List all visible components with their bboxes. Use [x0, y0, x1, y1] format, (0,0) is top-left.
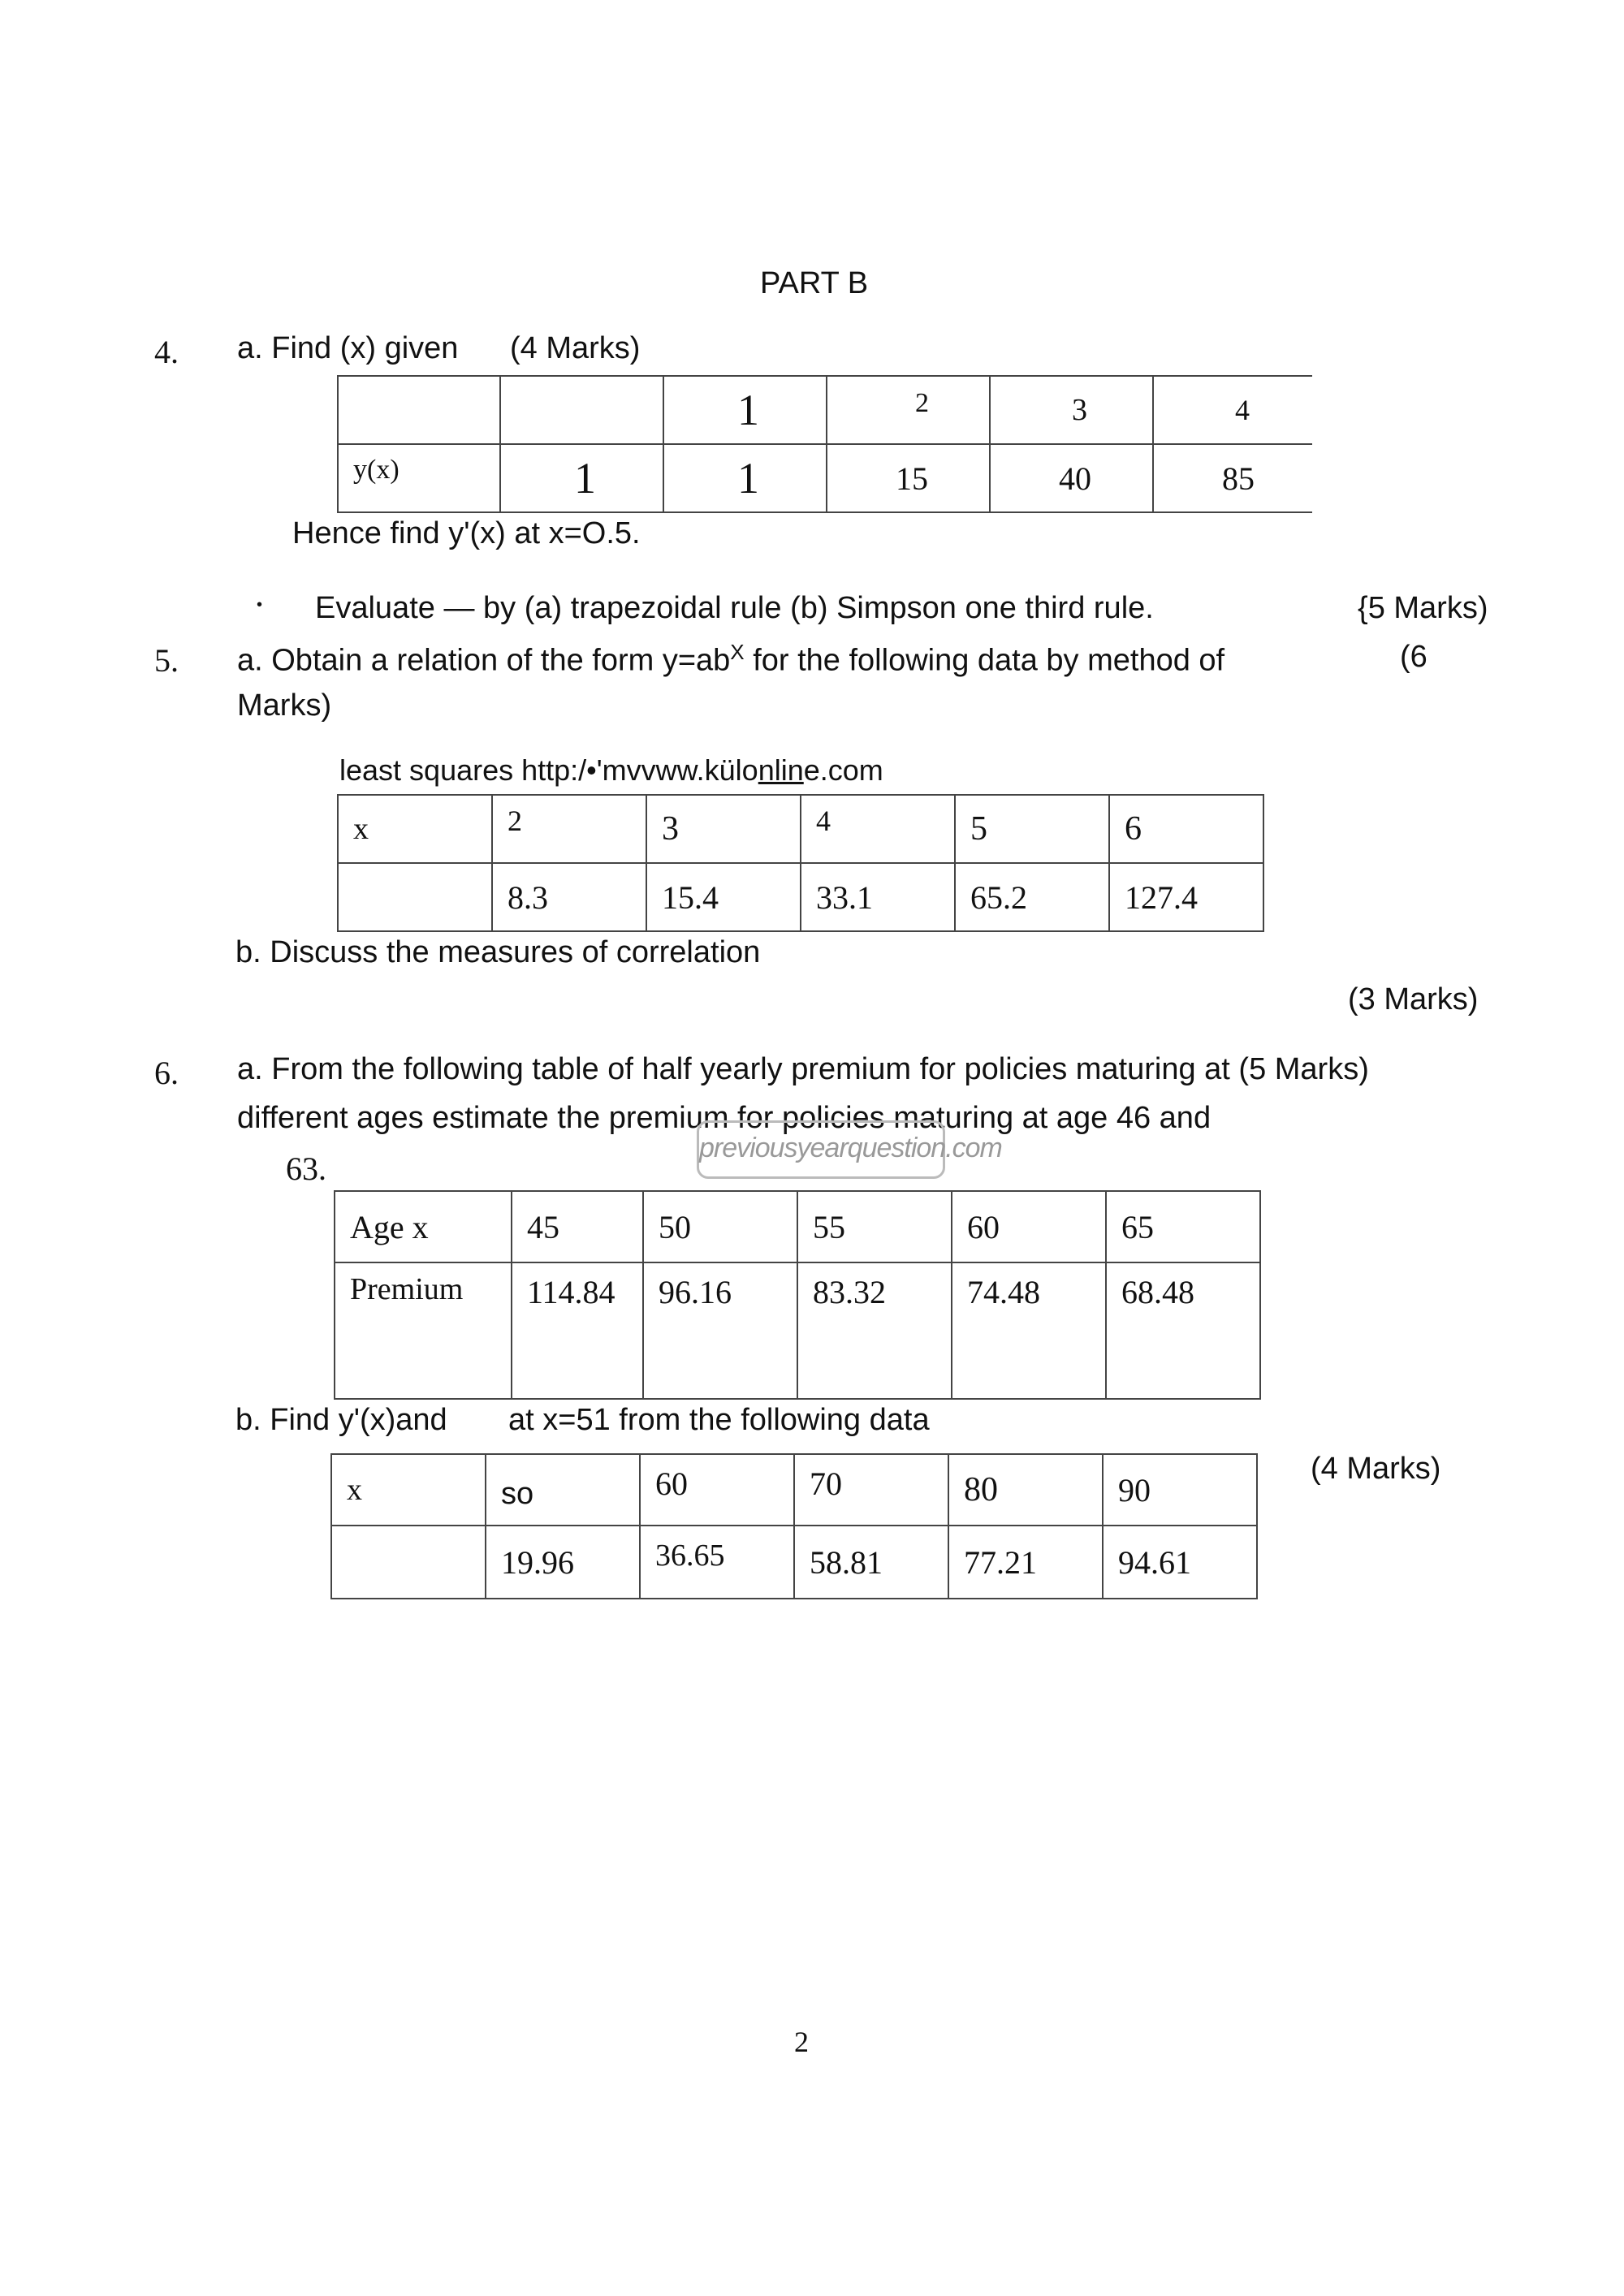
- table-cell: 40: [990, 444, 1153, 512]
- table-cell: 60: [952, 1191, 1106, 1262]
- q6b-text-2: at x=51 from the following data: [508, 1403, 930, 1437]
- q5a-marks-1: (6: [1400, 640, 1427, 674]
- table-cell: y(x): [338, 444, 500, 512]
- q4-hence-text: Hence find y'(x) at x=O.5.: [292, 516, 641, 550]
- table-cell: Premium: [335, 1262, 512, 1399]
- table-cell: 3: [990, 376, 1153, 444]
- q6a-line-1: a. From the following table of half yearly premium for policies maturing at (5 Marks): [237, 1052, 1369, 1086]
- q6a-table: [334, 1190, 1261, 1400]
- table-cell: 68.48: [1106, 1262, 1260, 1399]
- table-row: [338, 376, 1312, 444]
- table-row: [338, 444, 1312, 512]
- table-cell: [500, 376, 663, 444]
- q4-table: [337, 375, 1312, 513]
- table-cell: 33.1: [801, 863, 955, 931]
- page-number: 2: [794, 2026, 809, 2058]
- table-cell: 80: [948, 1454, 1103, 1526]
- table-cell: 114.84: [512, 1262, 643, 1399]
- q6b-marks: (4 Marks): [1311, 1452, 1441, 1486]
- table-cell: [331, 1526, 486, 1599]
- bullet-mark: •: [257, 596, 263, 614]
- table-cell: 127.4: [1109, 863, 1263, 931]
- table-cell: 94.61: [1103, 1526, 1257, 1599]
- table-cell: 5: [955, 795, 1109, 863]
- q4a-text: a. Find (x) given: [237, 331, 459, 365]
- table-cell: 65: [1106, 1191, 1260, 1262]
- q5a-marks-2: Marks): [237, 688, 332, 723]
- part-title: PART B: [760, 266, 869, 300]
- question-number-4: 4.: [154, 334, 179, 370]
- table-cell: 65.2: [955, 863, 1109, 931]
- watermark-stamp: previousyearquestion.com: [697, 1120, 945, 1179]
- table-cell: 1: [663, 376, 827, 444]
- table-row: [331, 1454, 1257, 1526]
- q5a-text: a. Obtain a relation of the form $y=ab^X$ for the following data by method of: [237, 640, 1225, 678]
- table-cell: [338, 863, 492, 931]
- table-row: [338, 795, 1263, 863]
- question-number-6: 6.: [154, 1055, 179, 1091]
- table-cell: 70: [794, 1454, 948, 1526]
- table-cell: 6: [1109, 795, 1263, 863]
- q4b-marks: {5 Marks): [1358, 591, 1488, 625]
- table-cell: 2: [827, 376, 990, 444]
- table-cell: 3: [646, 795, 801, 863]
- table-cell: so: [486, 1454, 640, 1526]
- q4a-marks: (4 Marks): [510, 331, 641, 365]
- table-row: [331, 1526, 1257, 1599]
- table-cell: 15.4: [646, 863, 801, 931]
- table-cell: 58.81: [794, 1526, 948, 1599]
- table-cell: [338, 376, 500, 444]
- table-cell: 96.16: [643, 1262, 797, 1399]
- table-cell: 1: [500, 444, 663, 512]
- table-cell: 90: [1103, 1454, 1257, 1526]
- table-cell: 36.65: [640, 1526, 794, 1599]
- q5b-marks: (3 Marks): [1348, 982, 1479, 1016]
- q5b-text: b. Discuss the measures of correlation: [235, 935, 761, 969]
- table-cell: 19.96: [486, 1526, 640, 1599]
- table-row: [335, 1262, 1260, 1399]
- table-row: [335, 1191, 1260, 1262]
- table-cell: 55: [797, 1191, 952, 1262]
- table-cell: 83.32: [797, 1262, 952, 1399]
- q6b-table: [330, 1453, 1258, 1599]
- table-cell: 4: [801, 795, 955, 863]
- table-cell: Age x: [335, 1191, 512, 1262]
- table-cell: 8.3: [492, 863, 646, 931]
- table-cell: 85: [1153, 444, 1312, 512]
- q5-table: [337, 794, 1264, 932]
- q5-least-squares-line: least squares http:/•'mvvww.külonline.com: [339, 753, 883, 787]
- table-cell: 4: [1153, 376, 1312, 444]
- table-cell: 50: [643, 1191, 797, 1262]
- table-cell: 74.48: [952, 1262, 1106, 1399]
- table-cell: x: [338, 795, 492, 863]
- q6a-line-2: different ages estimate the premium for policies maturing at age 46 and: [237, 1101, 1212, 1135]
- table-cell: 60: [640, 1454, 794, 1526]
- table-cell: x: [331, 1454, 486, 1526]
- question-number-5: 5.: [154, 642, 179, 679]
- table-cell: 77.21: [948, 1526, 1103, 1599]
- q6a-line-3: 63.: [286, 1150, 326, 1187]
- q6b-text-1: b. Find y'(x)and: [235, 1403, 447, 1437]
- table-cell: 2: [492, 795, 646, 863]
- table-row: [338, 863, 1263, 931]
- table-cell: 15: [827, 444, 990, 512]
- table-cell: 1: [663, 444, 827, 512]
- q4b-text: Evaluate — by (a) trapezoidal rule (b) Simpson one third rule.: [315, 591, 1154, 625]
- table-cell: 45: [512, 1191, 643, 1262]
